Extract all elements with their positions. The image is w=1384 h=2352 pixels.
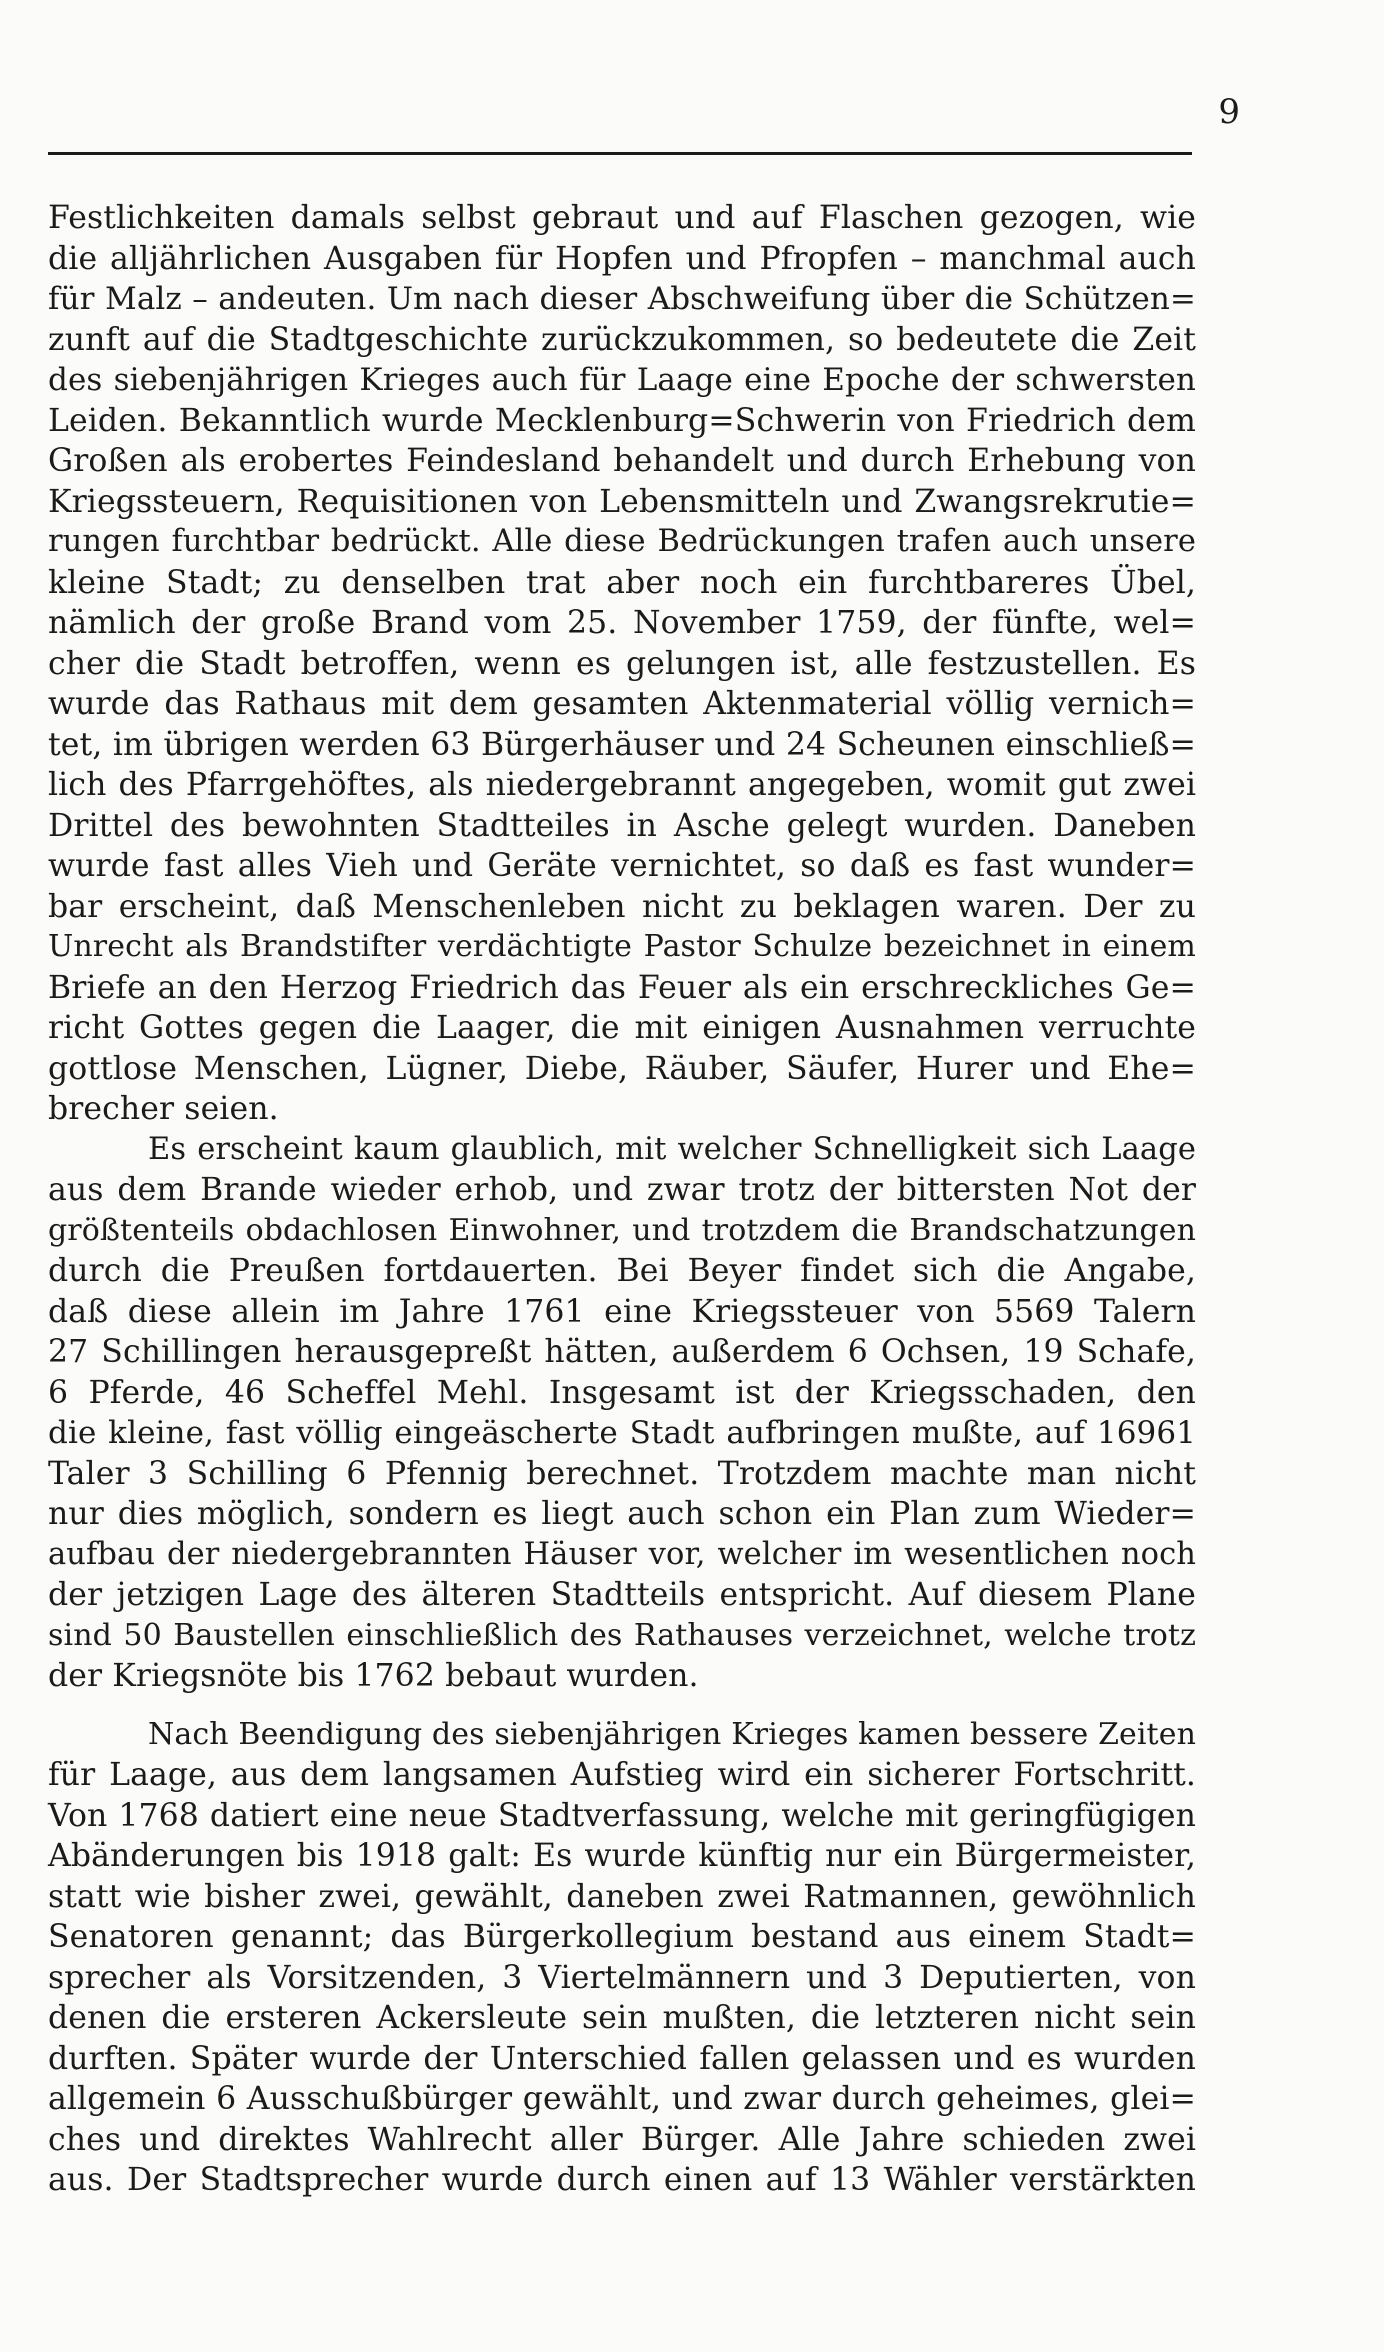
text-line: sprecher als Vorsitzenden, 3 Viertelmännern und 3 Deputierten, von <box>48 1959 1196 1996</box>
text-line: lich des Pfarrgehöftes, als niedergebrannt angegeben, womit gut zwei <box>48 767 1196 803</box>
text-line: durften. Später wurde der Unterschied fallen gelassen und es wurden <box>48 2040 1196 2077</box>
text-line: Drittel des bewohnten Stadtteiles in Asche gelegt wurden. Daneben <box>48 807 1196 844</box>
text-line: zunft auf die Stadtgeschichte zurückzukommen, so bedeutete die Zeit <box>48 321 1196 358</box>
text-line: tet, im übrigen werden 63 Bürgerhäuser und 24 Scheunen einschließ= <box>48 726 1196 763</box>
text-line: des siebenjährigen Krieges auch für Laage eine Epoche der schwersten <box>48 362 1196 398</box>
text-line: 27 Schillingen herausgepreßt hätten, außerdem 6 Ochsen, 19 Schafe, <box>48 1334 1196 1370</box>
text-line: für Malz – andeuten. Um nach dieser Abschweifung über die Schützen= <box>48 281 1196 317</box>
text-line: Nach Beendigung des siebenjährigen Krieges kamen bessere Zeiten <box>148 1716 1196 1752</box>
text-line: gottlose Menschen, Lügner, Diebe, Räuber, Säufer, Hurer und Ehe= <box>48 1050 1196 1087</box>
text-line: Briefe an den Herzog Friedrich das Feuer als ein erschreckliches Ge= <box>48 969 1196 1006</box>
text-line: aus dem Brande wieder erhob, und zwar trotz der bittersten Not der <box>48 1172 1196 1208</box>
text-line: brecher seien. <box>48 1091 279 1127</box>
header-rule <box>48 152 1192 155</box>
text-line: der jetzigen Lage des älteren Stadtteils entspricht. Auf diesem Plane <box>48 1577 1196 1613</box>
text-line: richt Gottes gegen die Laager, die mit einigen Ausnahmen verruchte <box>48 1010 1196 1046</box>
paragraph-3 <box>48 1715 1196 2201</box>
text-line: Großen als erobertes Feindesland behandelt und durch Erhebung von <box>48 443 1196 479</box>
body-text <box>48 198 1196 2201</box>
text-line: kleine Stadt; zu denselben trat aber noch ein furchtbareres Übel, <box>48 564 1196 601</box>
text-line: Kriegssteuern, Requisitionen von Lebensmitteln und Zwangsrekrutie= <box>48 483 1196 520</box>
paragraph-1 <box>48 198 1196 1130</box>
text-line: Von 1768 datiert eine neue Stadtverfassung, welche mit geringfügigen <box>48 1797 1196 1834</box>
text-line: bar erscheint, daß Menschenleben nicht zu beklagen waren. Der zu <box>48 888 1196 925</box>
text-line: nur dies möglich, sondern es liegt auch schon ein Plan zum Wieder= <box>48 1496 1196 1532</box>
text-line: wurde das Rathaus mit dem gesamten Aktenmaterial völlig vernich= <box>48 686 1196 722</box>
text-line: Abänderungen bis 1918 galt: Es wurde künftig nur ein Bürgermeister, <box>48 1838 1196 1874</box>
text-line: denen die ersteren Ackersleute sein mußten, die letzteren nicht sein <box>48 2000 1196 2036</box>
text-line: cher die Stadt betroffen, wenn es gelungen ist, alle festzustellen. Es <box>48 645 1196 682</box>
text-line: aus. Der Stadtsprecher wurde durch einen auf 13 Wähler verstärkten <box>48 2162 1196 2198</box>
text-line: größtenteils obdachlosen Einwohner, und trotzdem die Brandschatzungen <box>48 1212 1196 1248</box>
text-line: Senatoren genannt; das Bürgerkollegium bestand aus einem Stadt= <box>48 1919 1196 1955</box>
text-line: allgemein 6 Ausschußbürger gewählt, und zwar durch geheimes, glei= <box>48 2081 1196 2117</box>
text-line: Es erscheint kaum glaublich, mit welcher Schnelligkeit sich Laage <box>148 1131 1196 1167</box>
paragraph-gap <box>48 1697 1196 1715</box>
text-line: 6 Pferde, 46 Scheffel Mehl. Insgesamt ist der Kriegsschaden, den <box>48 1374 1196 1411</box>
text-line: nämlich der große Brand vom 25. November 1759, der fünfte, wel= <box>48 605 1196 641</box>
text-line: Leiden. Bekanntlich wurde Mecklenburg=Schwerin von Friedrich dem <box>48 402 1196 439</box>
text-line: wurde fast alles Vieh und Geräte vernichtet, so daß es fast wunder= <box>48 848 1196 884</box>
text-line: die alljährlichen Ausgaben für Hopfen und Pfropfen – manchmal auch <box>48 240 1196 277</box>
text-line: die kleine, fast völlig eingeäscherte Stadt aufbringen mußte, auf 16961 <box>48 1415 1196 1451</box>
text-line: daß diese allein im Jahre 1761 eine Kriegssteuer von 5569 Talern <box>48 1293 1196 1330</box>
text-line: sind 50 Baustellen einschließlich des Rathauses verzeichnet, welche trotz <box>48 1617 1196 1653</box>
text-line: durch die Preußen fortdauerten. Bei Beyer findet sich die Angabe, <box>48 1253 1196 1289</box>
text-line: der Kriegsnöte bis 1762 bebaut wurden. <box>48 1658 699 1694</box>
text-line: für Laage, aus dem langsamen Aufstieg wird ein sicherer Fortschritt. <box>48 1757 1196 1793</box>
text-line: aufbau der niedergebrannten Häuser vor, welcher im wesentlichen noch <box>48 1536 1196 1572</box>
text-line: Festlichkeiten damals selbst gebraut und auf Flaschen gezogen, wie <box>48 200 1196 236</box>
text-line: Taler 3 Schilling 6 Pfennig berechnet. Trotzdem machte man nicht <box>48 1455 1196 1492</box>
text-line: rungen furchtbar bedrückt. Alle diese Bedrückungen trafen auch unsere <box>48 524 1196 559</box>
text-line: Unrecht als Brandstifter verdächtigte Pastor Schulze bezeichnet in einem <box>48 929 1196 964</box>
text-line: statt wie bisher zwei, gewählt, daneben zwei Ratmannen, gewöhnlich <box>48 1878 1196 1915</box>
page-number: 9 <box>1218 92 1240 132</box>
text-line: ches und direktes Wahlrecht aller Bürger. Alle Jahre schieden zwei <box>48 2121 1196 2158</box>
paragraph-2 <box>48 1130 1196 1697</box>
